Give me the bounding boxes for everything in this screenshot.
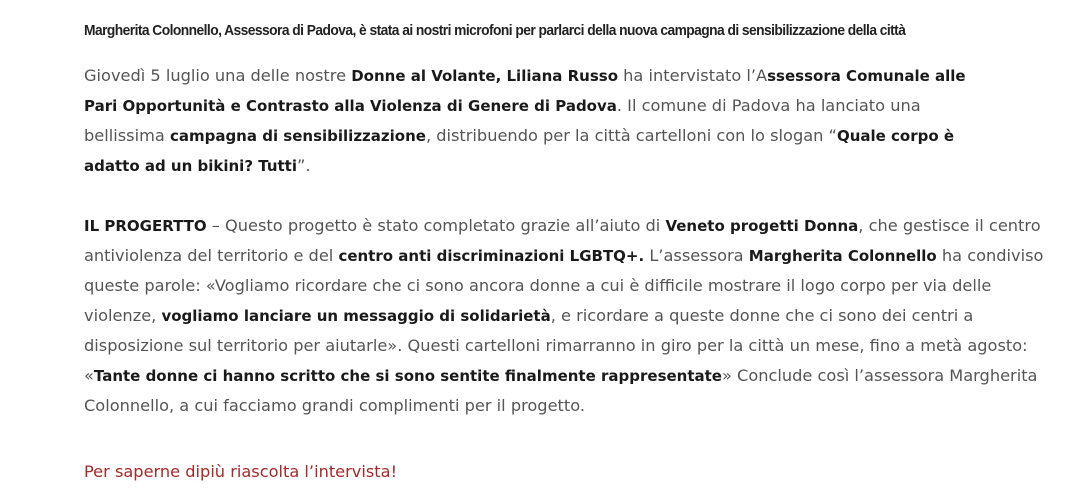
text-span: Giovedì 5 luglio una delle nostre <box>84 66 352 85</box>
bold-text: centro anti discriminazioni LGBTQ+. <box>338 247 645 265</box>
text-span: L’assessora <box>644 246 749 265</box>
bold-text: Margherita Colonnello <box>748 247 937 265</box>
text-span: . Il comune di Padova ha lanciato una bellissima <box>84 96 921 145</box>
bold-text: campagna di sensibilizzazione <box>169 127 426 145</box>
text-span: » Conclude così l’assessora Margherita Colonnello, a cui facciamo grandi complimenti per il progetto. <box>84 366 1038 415</box>
text-span: – Questo progetto è stato completato grazie all’aiuto di <box>206 216 666 235</box>
text-span: , che gestisce il centro antiviolenza del territorio e del <box>84 216 1041 265</box>
text-span: , distribuendo per la città cartelloni con lo slogan “ <box>425 126 837 145</box>
bold-text: Quale corpo è adatto ad un bikini? Tutti <box>84 127 955 175</box>
text-span: , e ricordare a queste donne che ci sono dei centri a disposizione sul territorio per aiutarle». Questi cartelloni rimarranno in giro per la città un mese, fino a metà agosto: « <box>84 306 1028 385</box>
section-label: IL PROGERTTO <box>84 217 207 235</box>
text-span: ”. <box>297 156 311 175</box>
text-span: ha intervistato l’A <box>618 66 768 85</box>
article-paragraph-intro <box>84 61 999 181</box>
bold-text: vogliamo lanciare un messaggio di solidarietà <box>161 307 551 325</box>
bold-text: ssessora Comunale alle Pari Opportunità e Contrasto alla Violenza di Genere di Padova <box>84 67 966 115</box>
text-span: ha condiviso queste parole: «Vogliamo ricordare che ci sono ancora donne a cui è difficile mostrare il logo corpo per via delle violenze, <box>84 246 1044 325</box>
article-headline: Margherita Colonnello, Assessora di Padova, è stata ai nostri microfoni per parlarci della nuova campagna di sensibilizzazione della città <box>84 22 906 39</box>
article-paragraph-project <box>84 211 1044 421</box>
bold-text: Donne al Volante, Liliana Russo <box>351 67 619 85</box>
bold-text: Veneto progetti Donna <box>665 217 859 235</box>
listen-interview-link[interactable]: Per saperne dipiù riascolta l’intervista! <box>84 462 398 481</box>
bold-text: Tante donne ci hanno scritto che si sono sentite finalmente rappresentate <box>93 367 722 385</box>
